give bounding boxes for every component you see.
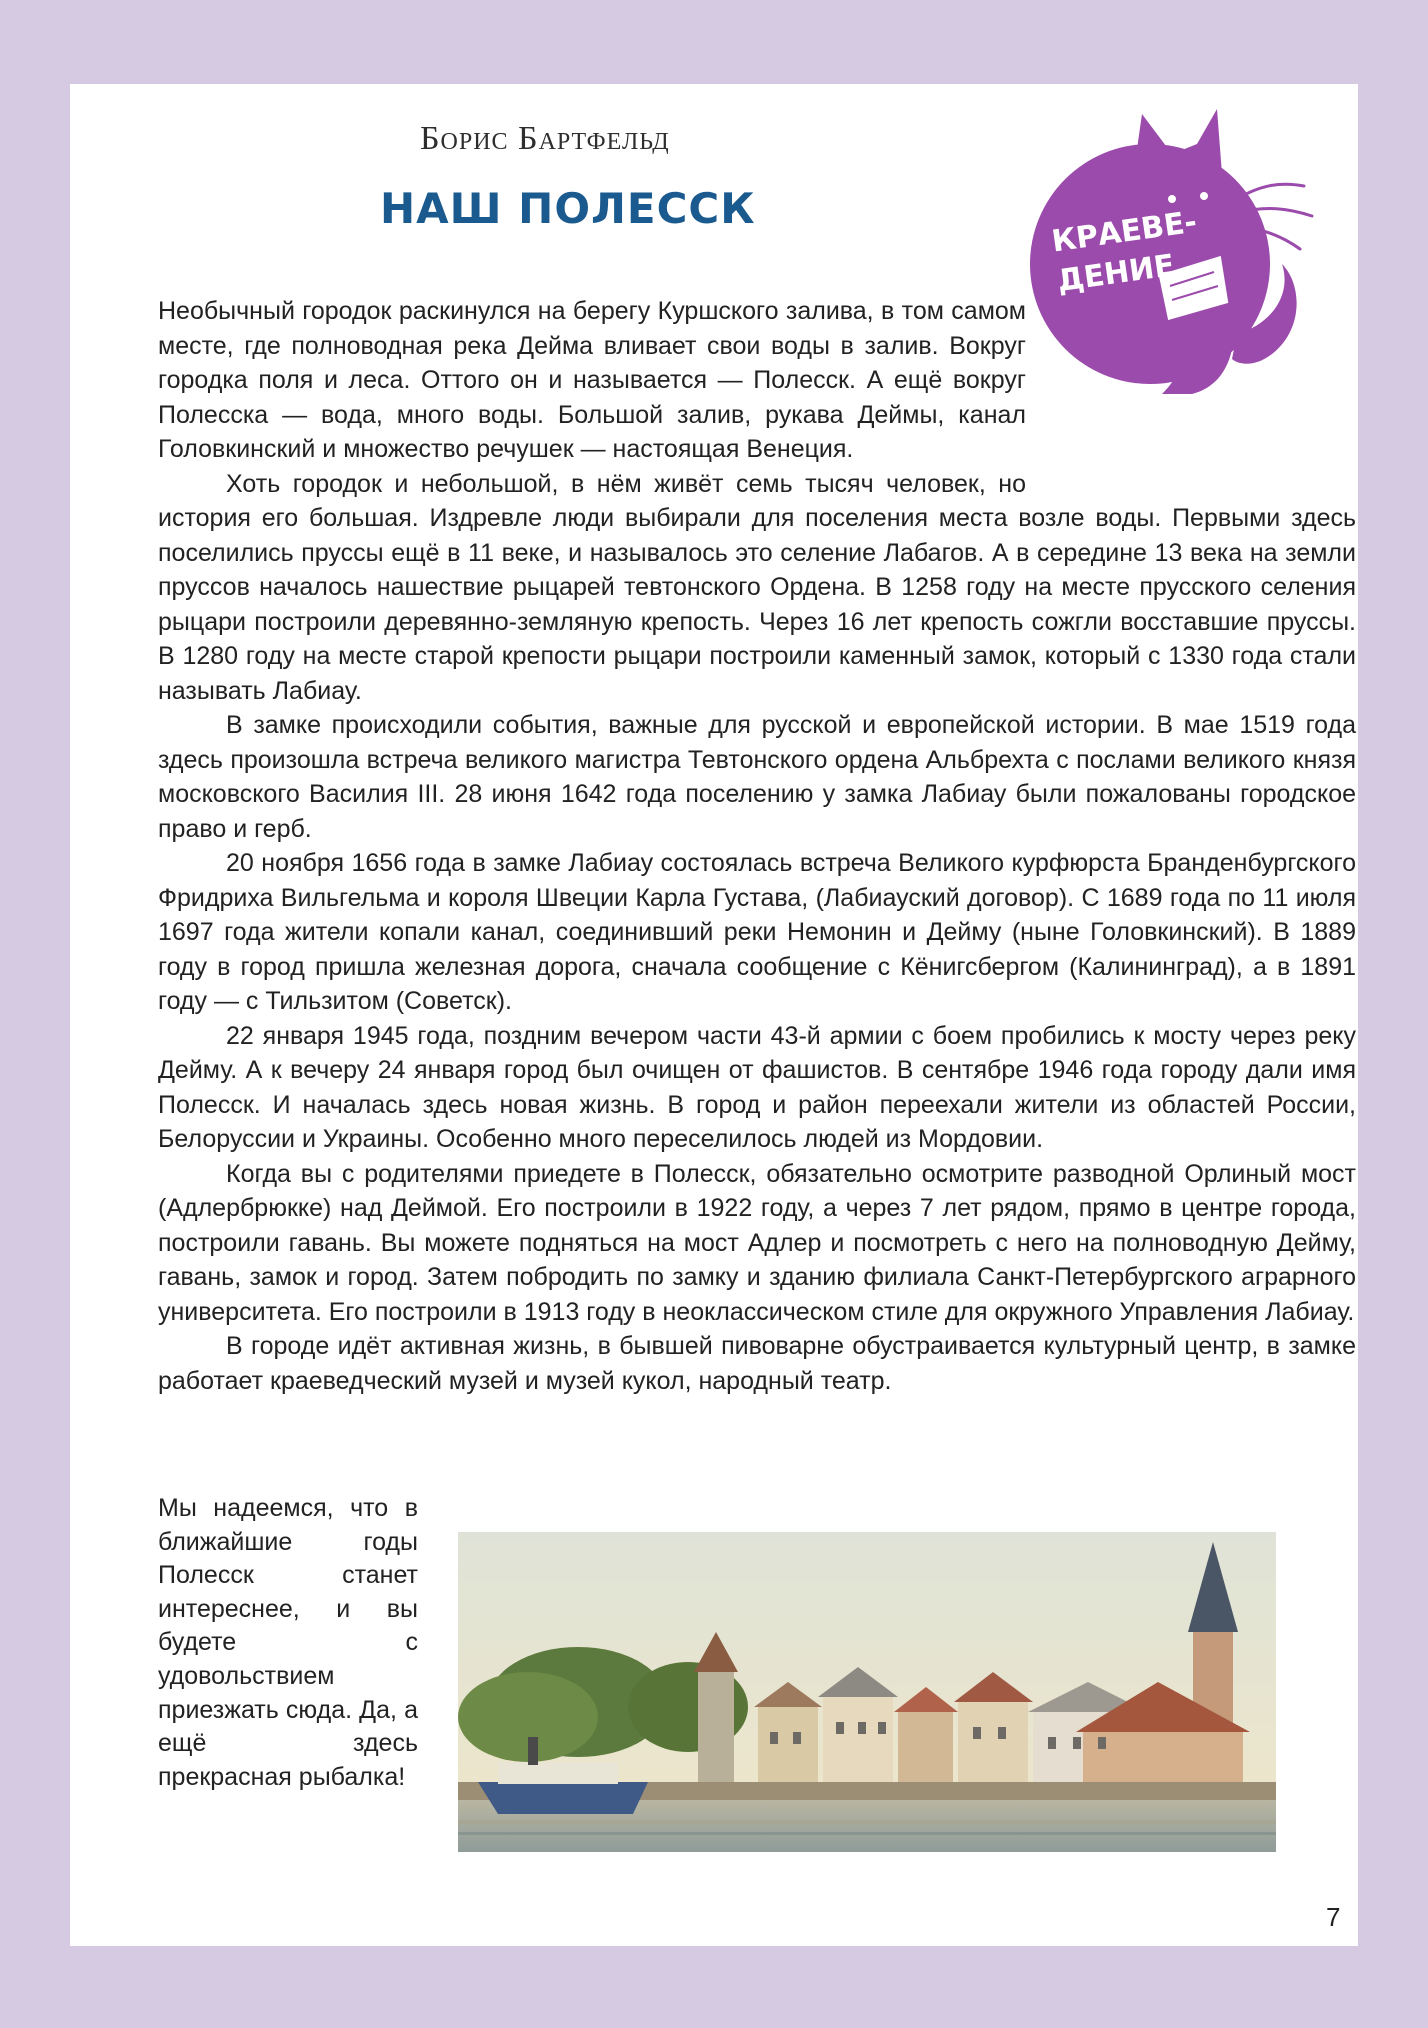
badge-label-line2: ДЕНИЕ: [1055, 248, 1177, 300]
article-paragraph: Когда вы с родителями приедете в Полесск, обязательно осмотрите разводной Орлиный мост (Адлербрюкке) над Деймой. Его построили в 1922 году, а через 7 лет рядом, прямо в центре города, построили гавань. Вы можете подняться на мост Адлер и посмотреть с него на полноводную Дейму, гавань, замок и город. Затем побродить по замку и зданию филиала Санкт-Петербургского аграрного университета. Его построили в 1913 году в неоклассическом стиле для окружного Управления Лабиау.: [158, 1159, 1356, 1326]
article-paragraph: Хоть городок и небольшой, в нём живёт семь тысяч человек, но история его большая. Издревле люди выбирали для поселения места возле воды. Первыми здесь поселились пруссы ещё в 11 веке, и называлось это селение Лабагов. А в середине 13 века на земли пруссов началось нашествие рыцарей тевтонского Ордена. В 1258 году на месте прусского селения рыцари построили деревянно-земляную крепость. Через 16 лет крепость сожгли восставшие пруссы. В 1280 году на месте старой крепости рыцари построили каменный замок, который с 1330 года стали называть Лабиау.: [158, 469, 1356, 705]
closing-paragraph: Мы надеемся, что в ближайшие годы Полесск станет интереснее, и вы будете с удовольствием приезжать сюда. Да, а ещё здесь прекрасная рыбалка!: [158, 1494, 418, 1791]
badge-wrap-spacer: [1026, 294, 1356, 494]
page-number: 7: [1326, 1902, 1341, 1932]
badge-label-line1: КРАЕВЕ-: [1049, 204, 1200, 260]
article-paragraph: В замке происходили события, важные для русской и европейской истории. В мае 1519 года здесь произошла встреча великого магистра Тевтонского ордена Альбрехта с послами великого князя московского Василия III. 28 июня 1642 года поселению у замка Лабиау были пожалованы городское право и герб.: [158, 711, 1356, 843]
town-harbour-illustration: [458, 1532, 1276, 1852]
article-title: НАШ ПОЛЕССК: [380, 184, 756, 233]
article-paragraph: Необычный городок раскинулся на берегу Куршского залива, в том самом месте, где полноводная река Дейма вливает свои воды в залив. Вокруг городка поля и леса. Оттого он и называется — Полесск. А ещё вокруг Полесска — вода, много воды. Большой залив, рукава Деймы, канал Головкинский и множество речушек — настоящая Венеция.: [158, 297, 1026, 463]
magazine-page: [70, 84, 1358, 1946]
article-body: [158, 294, 1356, 1398]
article-paragraph: 20 ноября 1656 года в замке Лабиау состоялась встреча Великого курфюрста Бранденбургского Фридриха Вильгельма и короля Швеции Карла Густава, (Лабиауский договор). С 1689 года по 11 июля 1697 года жители копали канал, соединивший реки Немонин и Дейму (ныне Головкинский). В 1889 году в город пришла железная дорога, сначала сообщение с Кёнигсбергом (Калининград), а в 1891 году — с Тильзитом (Советск).: [158, 849, 1356, 1015]
town-postcard-photo: [458, 1532, 1276, 1852]
author-name: Борис Бартфельд: [420, 120, 670, 157]
article-paragraph: 22 января 1945 года, поздним вечером части 43-й армии с боем пробились к мосту через реку Дейму. А к вечеру 24 января город был очищен от фашистов. В сентябре 1946 года городу дали имя Полесск. И началась здесь новая жизнь. В город и район переехали жители из областей России, Белоруссии и Украины. Особенно много переселилось людей из Мордовии.: [158, 1021, 1356, 1153]
article-paragraph: В городе идёт активная жизнь, в бывшей пивоварне обустраивается культурный центр, в замке работает краеведческий музей и музей кукол, народный театр.: [158, 1332, 1356, 1395]
